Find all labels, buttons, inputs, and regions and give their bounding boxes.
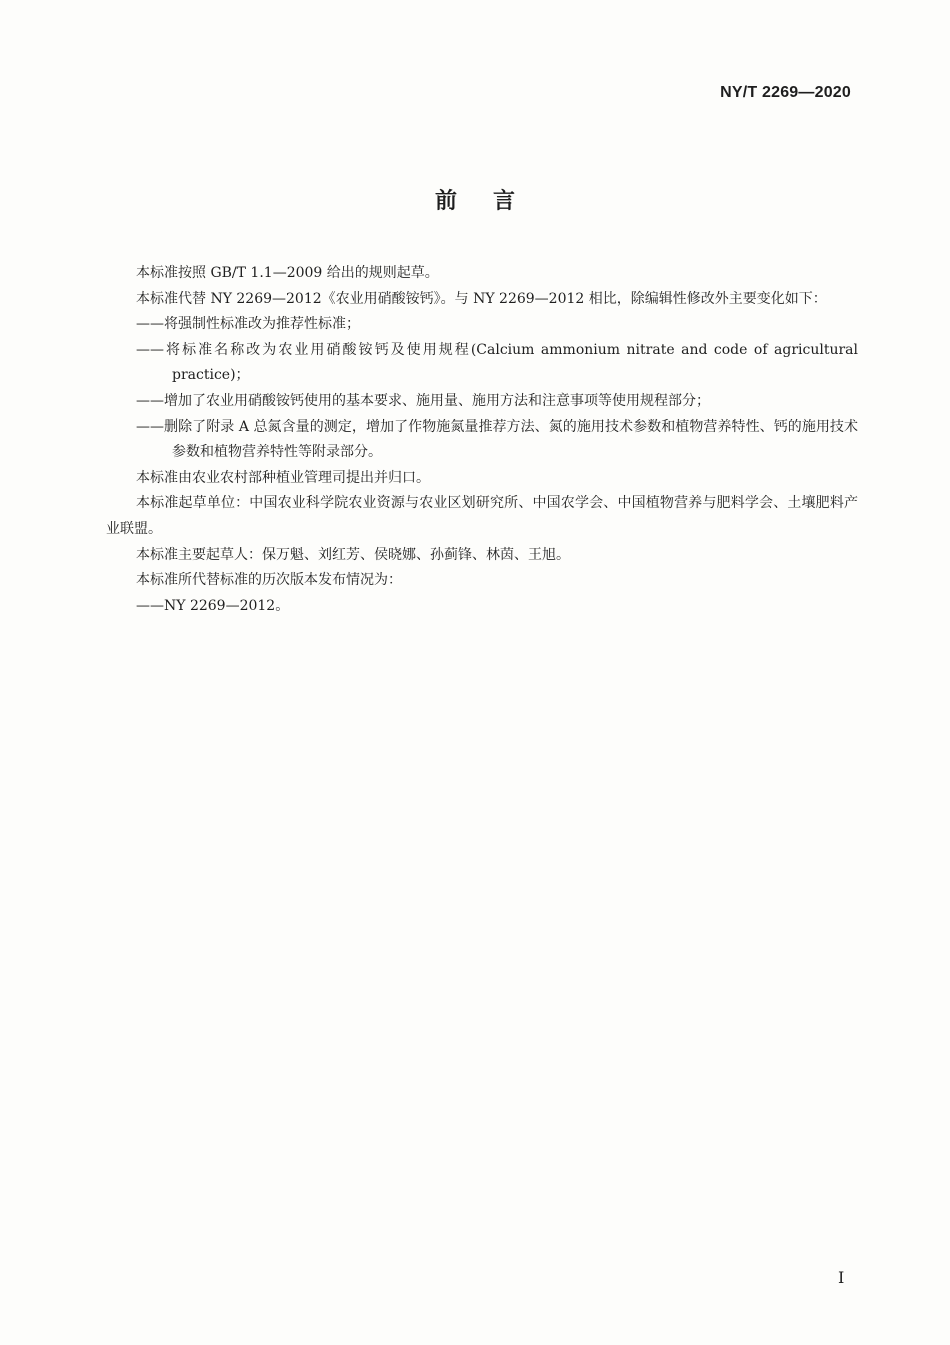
foreword-body — [106, 261, 858, 619]
paragraph-drafters: 本标准主要起草人：保万魁、刘红芳、侯晓娜、孙蓟锋、林茵、王旭。 — [136, 546, 570, 563]
change-item: ——将标准名称改为农业用硝酸铵钙及使用规程(Calcium ammonium nitrate and code of agricultural practice)； — [136, 341, 858, 384]
page-title: 前言 — [434, 189, 551, 214]
page-number: I — [838, 1268, 845, 1287]
change-item: ——将强制性标准改为推荐性标准； — [136, 316, 360, 333]
paragraph-history-intro: 本标准所代替标准的历次版本发布情况为： — [136, 572, 402, 589]
paragraph-drafting-units: 本标准起草单位：中国农业科学院农业资源与农业区划研究所、中国农学会、中国植物营养与肥料学会、土壤肥料产业联盟。 — [106, 495, 858, 537]
change-item: ——删除了附录 A 总氮含量的测定，增加了作物施氮量推荐方法、氮的施用技术参数和植物营养特性、钙的施用技术参数和植物营养特性等附录部分。 — [136, 418, 858, 461]
history-item: ——NY 2269—2012。 — [136, 597, 290, 614]
paragraph-proposer: 本标准由农业农村部种植业管理司提出并归口。 — [136, 469, 430, 486]
document-code: NY/T 2269—2020 — [720, 84, 851, 101]
change-item: ——增加了农业用硝酸铵钙使用的基本要求、施用量、施用方法和注意事项等使用规程部分； — [136, 392, 710, 409]
paragraph-replacement: 本标准代替 NY 2269—2012《农业用硝酸铵钙》。与 NY 2269—2012 相比，除编辑性修改外主要变化如下： — [136, 290, 827, 307]
paragraph-drafting-rules: 本标准按照 GB/T 1.1—2009 给出的规则起草。 — [136, 265, 439, 281]
